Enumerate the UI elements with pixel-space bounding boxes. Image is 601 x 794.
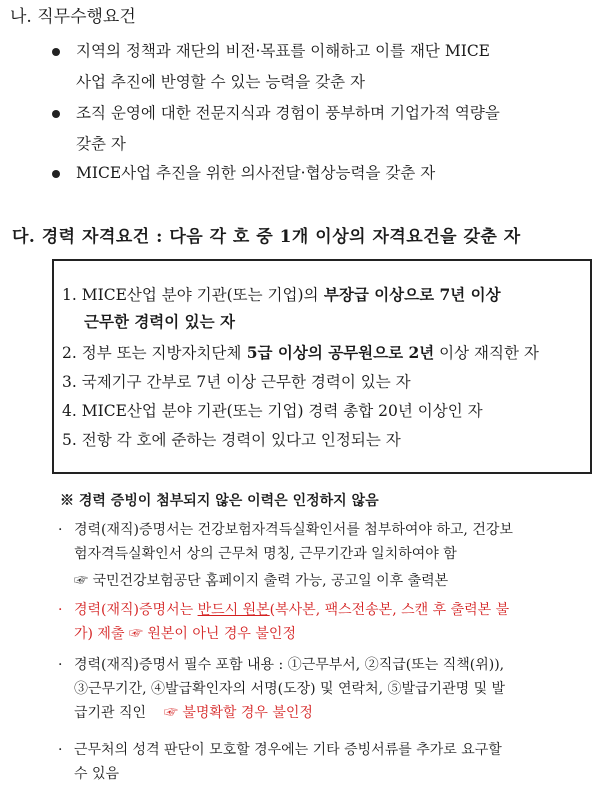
notice-item: · 근무처의 성격 판단이 모호할 경우에는 기타 증빙서류를 추가로 요구할 수 있음	[58, 738, 592, 786]
qualification-item: 1. MICE산업 분야 기관(또는 기업)의 부장급 이상으로 7년 이상	[62, 285, 501, 304]
bullet-item	[52, 158, 592, 189]
notice-title: ※ 경력 증빙이 첨부되지 않은 이력은 인정하지 않음	[60, 493, 379, 509]
section-na-title: 나. 직무수행요건	[10, 7, 136, 27]
notice-warning-inline: ☞ 불명확할 경우 불인정	[163, 705, 313, 721]
qualification-item: 4. MICE산업 분야 기관(또는 기업) 경력 총합 20년 이상인 자	[62, 402, 483, 420]
notice-marker: ·	[58, 602, 63, 618]
notice-item-warning: · 경력(재직)증명서는 반드시 원본(복사본, 팩스전송본, 스캔 후 출력본 불 가) 제출 ☞ 원본이 아닌 경우 불인정	[58, 598, 592, 646]
qualification-box	[52, 259, 592, 474]
bullet-item	[52, 98, 592, 160]
notice-item: · 경력(재직)증명서는 건강보험자격득실확인서를 첨부하여야 하고, 건강보 험자격득실확인서 상의 근무처 명칭, 근무기간과 일치하여야 함	[58, 518, 592, 566]
notice-marker: ·	[58, 657, 63, 673]
bullet-text: MICE사업 추진을 위한 의사전달·협상능력을 갖춘 자	[76, 164, 436, 182]
notice-marker: ·	[58, 742, 63, 758]
notice-subnote: ☞ 국민건강보험공단 홈페이지 출력 가능, 공고일 이후 출력본	[74, 573, 449, 589]
bullet-text: 갖춘 자	[76, 135, 126, 153]
qualification-item: 2. 정부 또는 지방자치단체 5급 이상의 공무원으로 2년 이상 재직한 자	[62, 343, 539, 362]
bullet-text: 지역의 정책과 재단의 비전·목표를 이해하고 이를 재단 MICE	[76, 42, 490, 60]
section-da-title: 다. 경력 자격요건 : 다음 각 호 중 1개 이상의 자격요건을 갖춘 자	[12, 227, 521, 247]
bullet-icon	[52, 48, 60, 56]
notice-item: · 경력(재직)증명서 필수 포함 내용 : ①근무부서, ②직급(또는 직책(위)), ③근무기간, ④발급확인자의 서명(도장) 및 연락처, ⑤발급기관명 및 발 급기관 직인 ☞ 불명확할 경우 불인정	[58, 653, 592, 725]
bullet-icon	[52, 110, 60, 118]
qualification-item-continued: 근무한 경력이 있는 자	[84, 312, 235, 331]
item-number: 2.	[62, 344, 77, 362]
bullet-icon	[52, 170, 60, 178]
bullet-text: 사업 추진에 반영할 수 있는 능력을 갖춘 자	[76, 73, 366, 91]
bullet-text: 조직 운영에 대한 전문지식과 경험이 풍부하며 기업가적 역량을	[76, 104, 500, 122]
qualification-item: 5. 전항 각 호에 준하는 경력이 있다고 인정되는 자	[62, 431, 401, 449]
item-number: 5.	[62, 431, 77, 449]
bullet-item	[52, 36, 592, 98]
notice-marker: ·	[58, 522, 63, 538]
item-number: 4.	[62, 402, 77, 420]
item-number: 1.	[62, 286, 77, 304]
item-number: 3.	[62, 373, 77, 391]
qualification-item: 3. 국제기구 간부로 7년 이상 근무한 경력이 있는 자	[62, 373, 411, 391]
